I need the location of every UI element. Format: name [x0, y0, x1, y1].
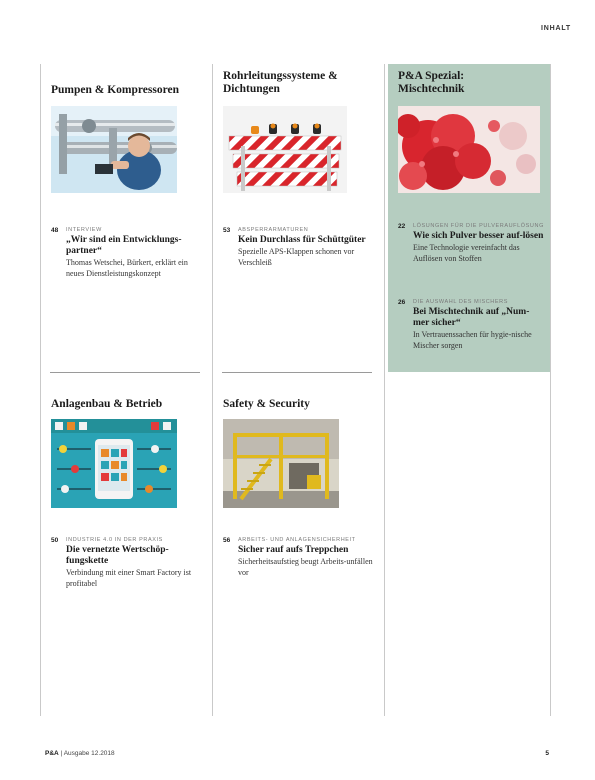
entry-teaser: Spezielle APS-Klappen schonen vor Verschleiß — [238, 247, 355, 267]
page-number: 50 — [51, 537, 59, 544]
section-label: INHALT — [541, 25, 571, 32]
page-number: 26 — [398, 299, 406, 306]
entry-teaser: Sicherheitsaufstieg beugt Arbeits-unfällen vor — [238, 557, 373, 577]
page-number: 56 — [223, 537, 231, 544]
safety-thumbnail[interactable] — [223, 419, 339, 508]
entry-kicker: DIE AUSWAHL DES MISCHERS — [413, 299, 508, 305]
entry-kicker: INTERVIEW — [66, 227, 102, 233]
entry-headline[interactable]: Bei Mischtechnik auf „Num-mer sicher“ — [413, 307, 530, 328]
entry-headline[interactable]: Sicher rauf aufs Treppchen — [238, 545, 349, 555]
entry-teaser: Eine Technologie vereinfacht das Auflösen von Stoffen — [413, 243, 520, 263]
entry-kicker: INDUSTRIE 4.0 IN DER PRAXIS — [66, 537, 163, 543]
page-number: 53 — [223, 227, 231, 234]
section-title-spezial: P&A Spezial: Mischtechnik — [398, 70, 465, 95]
footer-brand: P&A — [45, 750, 59, 757]
entry-kicker: ABSPERRARMATUREN — [238, 227, 309, 233]
toc-entry[interactable] — [398, 222, 544, 264]
toc-entry[interactable] — [223, 536, 373, 578]
entry-kicker: LÖSUNGEN FÜR DIE PULVERAUFLÖSUNG — [413, 223, 544, 229]
toc-entry[interactable] — [398, 298, 544, 351]
footer-issue-text: Ausgabe 12.2018 — [63, 750, 115, 757]
entry-teaser: Verbindung mit einer Smart Factory ist profitabel — [66, 568, 192, 588]
entry-kicker: ARBEITS- UND ANLAGENSICHERHEIT — [238, 537, 356, 543]
column-divider — [550, 64, 551, 716]
entry-headline[interactable]: Wie sich Pulver besser auf-lösen — [413, 231, 544, 241]
entry-headline[interactable]: Kein Durchlass für Schüttgüter — [238, 235, 366, 245]
footer-issue: P&A | Ausgabe 12.2018 — [45, 750, 115, 757]
toc-entry[interactable] — [51, 536, 201, 589]
section-title-anlagenbau: Anlagenbau & Betrieb — [51, 398, 163, 410]
section-title-pumpen: Pumpen & Kompressoren — [51, 84, 179, 96]
row-divider — [50, 372, 200, 373]
rohrleitungen-thumbnail[interactable] — [223, 106, 347, 193]
entry-headline[interactable]: Die vernetzte Wertschöp-fungskette — [66, 545, 169, 566]
toc-entry[interactable] — [51, 226, 201, 279]
column-divider — [40, 64, 41, 716]
entry-teaser: In Vertrauenssachen für hygie-nische Mischer sorgen — [413, 330, 532, 350]
pumpen-thumbnail[interactable] — [51, 106, 177, 193]
row-divider — [222, 372, 372, 373]
column-divider — [212, 64, 213, 716]
spezial-thumbnail[interactable] — [398, 106, 540, 193]
toc-entry[interactable] — [223, 226, 373, 268]
section-title-safety: Safety & Security — [223, 398, 310, 410]
page-number: 22 — [398, 223, 406, 230]
page-number: 48 — [51, 227, 59, 234]
footer-page-number: 5 — [545, 750, 549, 757]
section-title-rohrleitungen: Rohrleitungssysteme & Dichtungen — [223, 70, 338, 95]
entry-teaser: Thomas Wetschei, Bürkert, erklärt ein neues Dienstleistungskonzept — [66, 258, 188, 278]
column-divider — [384, 64, 385, 716]
anlagenbau-thumbnail[interactable] — [51, 419, 177, 508]
entry-headline[interactable]: „Wir sind ein Entwicklungs-partner“ — [66, 235, 182, 256]
